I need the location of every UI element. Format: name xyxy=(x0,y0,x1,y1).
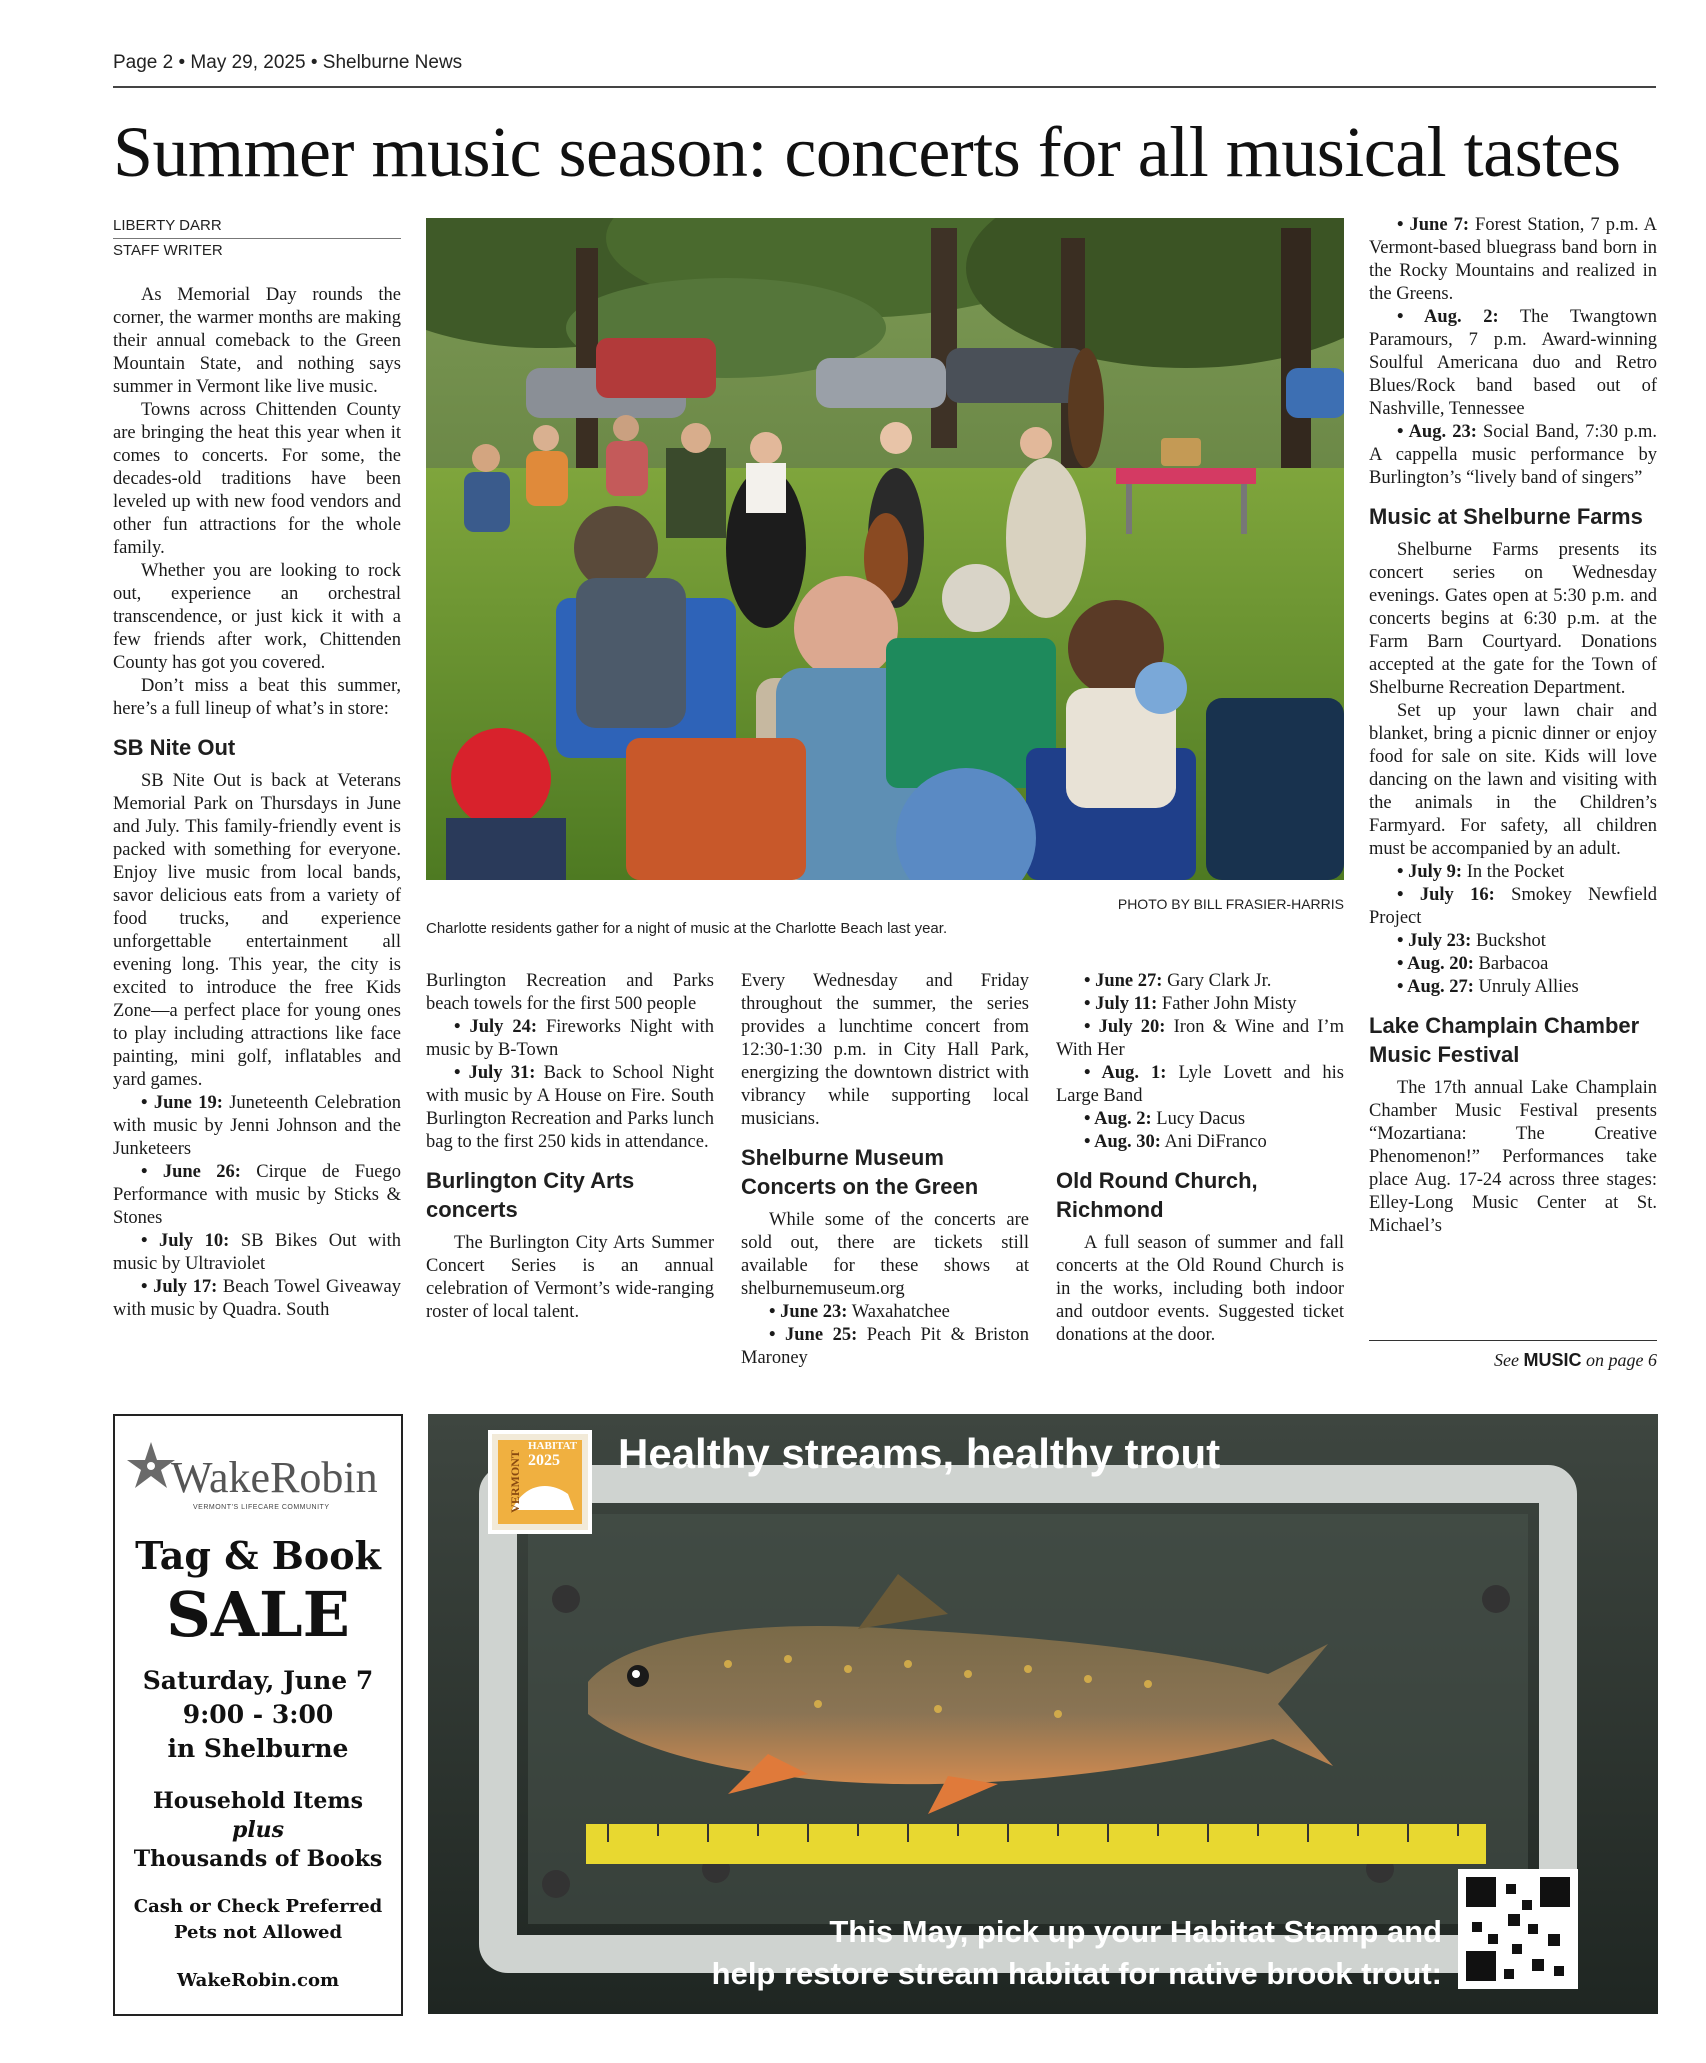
section-body: The 17th annual Lake Champlain Chamber Music Festival presents “Mozartiana: The Creative Phenomenon!” Performances take place Aug. 17-24 across three stages: Elley-Long Music Center at St. Michael’s xyxy=(1369,1078,1657,1236)
ad-habitat-stamp[interactable] xyxy=(428,1414,1658,2014)
continued-text: Burlington Recreation and Parks beach towels for the first 500 people xyxy=(426,971,714,1014)
list-item: • Aug. 2: Lucy Dacus xyxy=(1084,1109,1246,1129)
section-heading-burlington-city-arts: Burlington City Arts concerts xyxy=(426,1168,635,1222)
list-item: • June 26: Cirque de Fuego Performance with music by Sticks & Stones xyxy=(113,1162,402,1228)
ad-line: Thousands of Books xyxy=(133,1846,383,1872)
ad-line: Pets not Allowed xyxy=(173,1922,343,1943)
list-item: • July 10: SB Bikes Out with music by Ultraviolet xyxy=(113,1231,401,1274)
article-column-1 xyxy=(113,284,401,1322)
section-heading-shelburne-museum: Shelburne Museum Concerts on the Green xyxy=(741,1145,979,1199)
list-item: • Aug. 20: Barbacoa xyxy=(1397,954,1549,974)
list-item: • June 19: Juneteenth Celebration with music by Jenni Johnson and the Junketeers xyxy=(113,1093,401,1159)
list-item: • June 27: Gary Clark Jr. xyxy=(1084,971,1272,991)
section-body: The Burlington City Arts Summer Concert Series is an annual celebration of Vermont’s wide-ranging roster of local talent. xyxy=(426,1233,714,1322)
list-item: • Aug. 1: Lyle Lovett and his Large Band xyxy=(1056,1063,1344,1106)
list-item: • July 23: Buckshot xyxy=(1397,931,1546,951)
article-column-2 xyxy=(426,970,714,1324)
intro-paragraph: Towns across Chittenden County are bringing the heat this year when it comes to concerts. For some, the decades-old traditions have been leveled up with new food vendors and other fun attractions for the whole family. xyxy=(113,400,401,558)
list-item: • July 9: In the Pocket xyxy=(1397,862,1565,882)
list-item: • July 20: Iron & Wine and I’m With Her xyxy=(1056,1017,1344,1060)
folio-rule xyxy=(113,86,1656,88)
concert-photo xyxy=(426,218,1344,880)
list-item: • Aug. 30: Ani DiFranco xyxy=(1084,1132,1267,1152)
list-item: • June 25: Peach Pit & Briston Maroney xyxy=(741,1325,1029,1368)
ad-line: plus xyxy=(231,1817,285,1843)
ad-website[interactable]: WakeRobin.com xyxy=(177,1970,339,1991)
section-heading-shelburne-farms: Music at Shelburne Farms xyxy=(1369,504,1643,529)
ad-line: Household Items xyxy=(152,1788,364,1814)
stamp-title: HABITAT xyxy=(528,1440,578,1452)
ad-line: in Shelburne xyxy=(167,1734,349,1763)
list-item: • July 24: Fireworks Night with music by B-Town xyxy=(426,1017,714,1060)
list-item: • July 11: Father John Misty xyxy=(1084,994,1297,1014)
intro-paragraph: As Memorial Day rounds the corner, the warmer months are making their annual comeback to the Green Mountain State, and nothing says summer in Vermont like live music. xyxy=(113,285,401,397)
ad-footer-line: help restore stream habitat for native brook trout: xyxy=(711,1956,1442,1991)
photo-credit: PHOTO BY BILL FRASIER-HARRIS xyxy=(1117,896,1344,912)
byline-name: LIBERTY DARR xyxy=(113,214,401,239)
ad-line: Saturday, June 7 xyxy=(142,1666,374,1695)
section-body: A full season of summer and fall concerts at the Old Round Church is in the works, including both indoor and outdoor events. Suggested ticket donations at the door. xyxy=(1056,1233,1344,1345)
photo-caption: Charlotte residents gather for a night of music at the Charlotte Beach last year. xyxy=(426,920,948,937)
ad-line: 9:00 - 3:00 xyxy=(182,1700,334,1729)
list-item: • Aug. 27: Unruly Allies xyxy=(1397,977,1579,997)
section-body: Shelburne Farms presents its concert series on Wednesday evenings. Gates open at 5:30 p.m. and concerts begins at 6:30 p.m. at the Farm Barn Courtyard. Donations accepted at the gate for the Town of Shelburne Recreation Department. xyxy=(1369,540,1657,698)
section-heading-lake-champlain: Lake Champlain Chamber Music Festival xyxy=(1369,1013,1640,1067)
section-body: Set up your lawn chair and blanket, bring a picnic dinner or enjoy food for sale on site. Kids will love dancing on the lawn and visiting with the animals in the Children’s Farmyard. For safety, all children must be accompanied by an adult. xyxy=(1369,701,1657,859)
wakerobin-logo: WakeRobin VERMONT’S LIFECARE COMMUNITY xyxy=(115,1438,401,1520)
page-folio: Page 2 • May 29, 2025 • Shelburne News xyxy=(113,52,463,73)
ad-headline: Healthy streams, healthy trout xyxy=(618,1430,1221,1477)
section-body: SB Nite Out is back at Veterans Memorial Park on Thursdays in June and July. This family-friendly event is packed with something for everyone. Enjoy live music from local bands, savor delicious eats from a variety of food trucks, and experience unforgettable entertainment all evening long. This year, the city is excited to introduce the free Kids Zone—a perfect place for young ones to play including attractions like face painting, mini golf, inflatables and yard games. xyxy=(113,771,401,1090)
ad-line: Tag & Book xyxy=(135,1533,381,1578)
list-item: • July 17: Beach Towel Giveaway with music by Quadra. South xyxy=(113,1277,401,1320)
byline xyxy=(113,214,401,263)
ad-footer-line: This May, pick up your Habitat Stamp and xyxy=(829,1914,1442,1949)
stamp-year: 2025 xyxy=(528,1452,560,1469)
headline: Summer music season: concerts for all musical tastes xyxy=(113,112,1621,192)
section-heading-sb-nite-out: SB Nite Out xyxy=(113,735,236,760)
ad-line: SALE xyxy=(166,1578,350,1651)
list-item: • Aug. 23: Social Band, 7:30 p.m. A cappella music performance by Burlington’s “lively band of singers” xyxy=(1369,422,1657,488)
section-heading-old-round-church: Old Round Church, Richmond xyxy=(1056,1168,1258,1222)
list-item: • July 31: Back to School Night with music by A House on Fire. South Burlington Recreation and Parks lunch bag to the first 250 kids in attendance. xyxy=(426,1063,714,1152)
ad-wakerobin[interactable] xyxy=(113,1414,403,2016)
list-item: • July 16: Smokey Newfield Project xyxy=(1369,885,1657,928)
ad-line: Cash or Check Preferred xyxy=(133,1896,383,1917)
continued-text: Every Wednesday and Friday throughout the summer, the series provides a lunchtime concert from 12:30-1:30 p.m. in City Hall Park, energizing the downtown district with vibrancy while supporting local musicians. xyxy=(741,971,1029,1129)
stamp-state: VERMONT xyxy=(507,1450,522,1513)
intro-paragraph: Don’t miss a beat this summer, here’s a full lineup of what’s in store: xyxy=(113,676,401,719)
jump-rule xyxy=(1369,1340,1657,1341)
article-column-3 xyxy=(741,970,1029,1370)
list-item: • Aug. 2: The Twangtown Paramours, 7 p.m. Award-winning Soulful Americana duo and Retro Blues/Rock band based out of Nashville, Tennessee xyxy=(1369,307,1657,419)
list-item: • June 7: Forest Station, 7 p.m. A Vermont-based bluegrass band born in the Rocky Mountains and realized in the Greens. xyxy=(1369,215,1657,304)
article-column-4 xyxy=(1056,970,1344,1347)
article-column-5 xyxy=(1369,214,1657,1238)
intro-paragraph: Whether you are looking to rock out, experience an orchestral transcendence, or just kick it with a few friends after work, Chittenden County has got you covered. xyxy=(113,561,401,673)
section-body: While some of the concerts are sold out, there are tickets still available for these shows at shelburnemuseum.org xyxy=(741,1210,1029,1299)
jump-line[interactable]: See MUSIC on page 6 xyxy=(1494,1350,1657,1370)
byline-title: STAFF WRITER xyxy=(113,242,223,259)
list-item: • June 23: Waxahatchee xyxy=(769,1302,950,1322)
